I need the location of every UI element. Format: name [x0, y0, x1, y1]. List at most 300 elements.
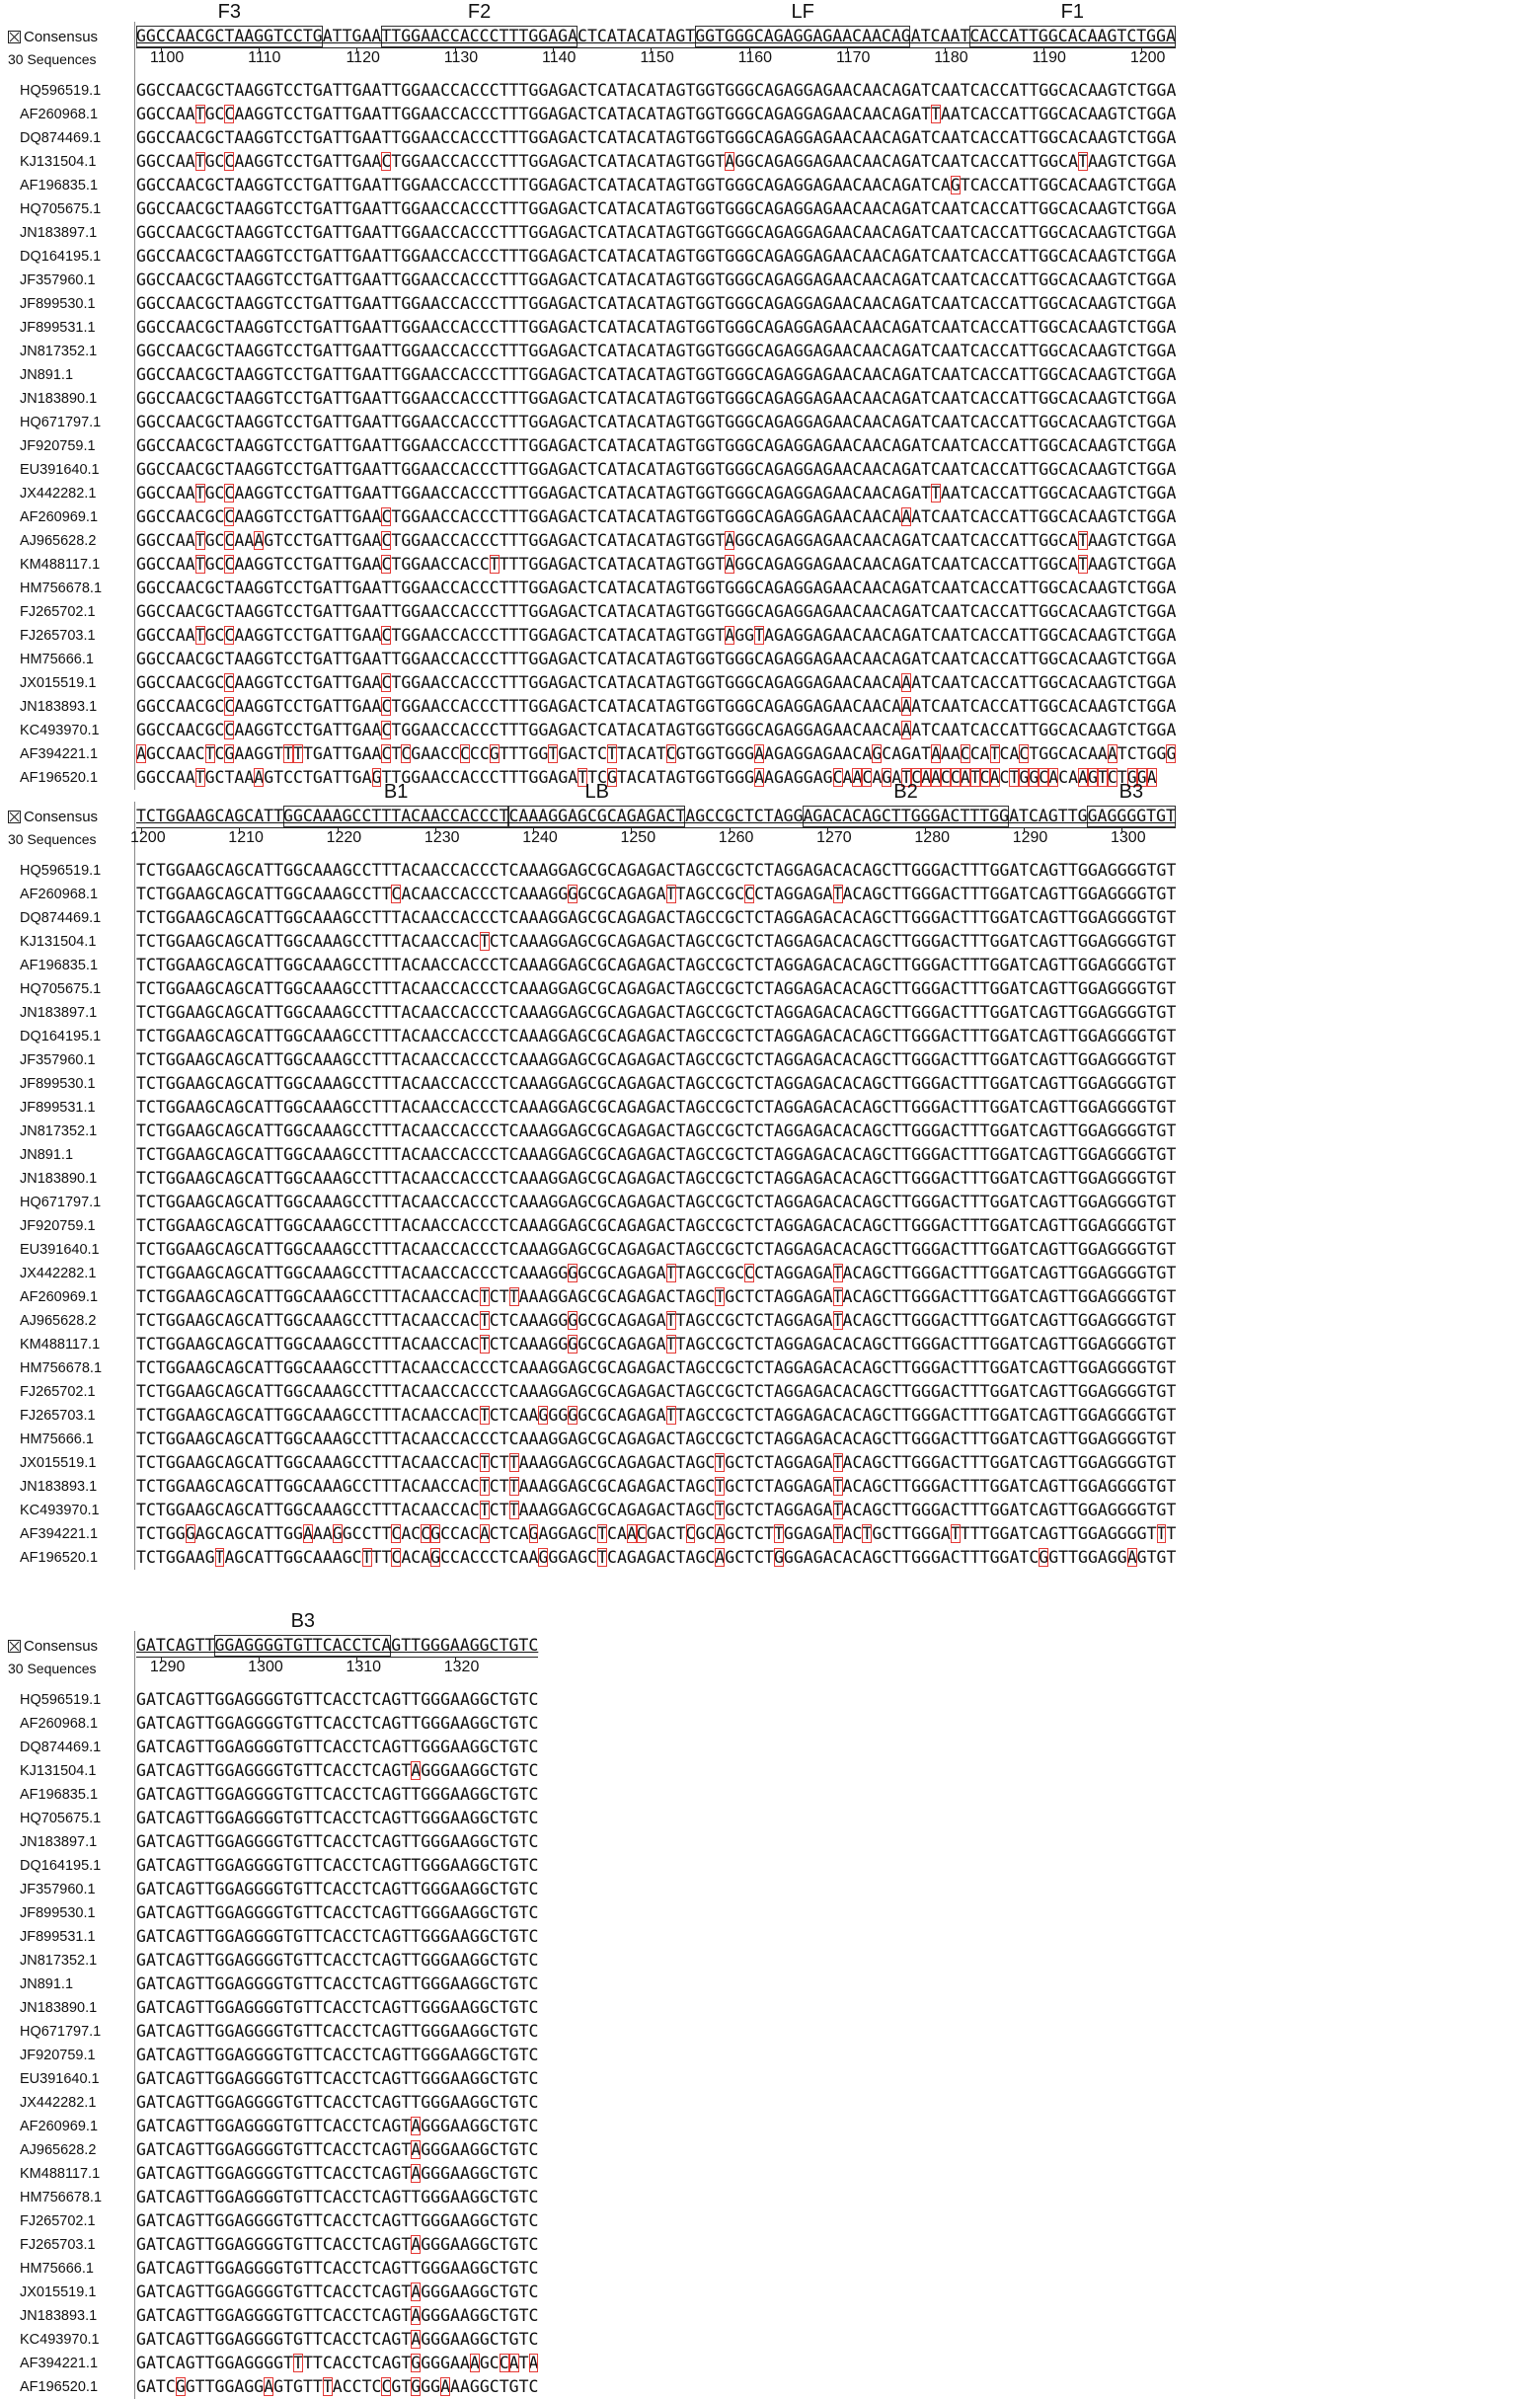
sequence-name[interactable]: AF196520.1: [0, 766, 124, 790]
nucleotide: T: [264, 1122, 273, 1140]
nucleotide: G: [136, 484, 146, 503]
nucleotide: G: [774, 247, 784, 266]
nucleotide: A: [843, 908, 853, 927]
nucleotide: T: [715, 484, 725, 503]
nucleotide: A: [529, 1050, 539, 1069]
nucleotide: G: [1147, 507, 1157, 526]
sequence-name[interactable]: JN183897.1: [0, 221, 124, 245]
nucleotide: A: [519, 956, 529, 974]
sequence-name[interactable]: FJ265702.1: [0, 600, 124, 624]
nucleotide: G: [529, 555, 539, 574]
sequence-name[interactable]: FJ265702.1: [0, 1380, 124, 1404]
nucleotide: G: [1108, 555, 1117, 574]
nucleotide: A: [774, 1074, 784, 1093]
sequence-name[interactable]: EU391640.1: [0, 458, 124, 482]
nucleotide: G: [813, 1050, 823, 1069]
sequence-name[interactable]: JF899531.1: [0, 316, 124, 340]
nucleotide: A: [254, 885, 264, 903]
sequence-name[interactable]: HQ596519.1: [0, 79, 124, 103]
nucleotide: T: [1029, 413, 1039, 431]
nucleotide: A: [666, 484, 676, 503]
nucleotide: T: [381, 1003, 391, 1022]
nucleotide: G: [1039, 271, 1048, 289]
nucleotide: A: [1098, 128, 1108, 147]
nucleotide: T: [391, 1003, 401, 1022]
nucleotide: A: [460, 105, 470, 123]
nucleotide: A: [951, 247, 961, 266]
nucleotide: T: [509, 436, 519, 455]
sequence-name[interactable]: FJ265703.1: [0, 624, 124, 648]
nucleotide: T: [1137, 531, 1147, 550]
nucleotide: C: [440, 1145, 450, 1164]
nucleotide: C: [440, 932, 450, 951]
nucleotide: G: [744, 650, 754, 668]
nucleotide: C: [1058, 507, 1068, 526]
consensus-header[interactable]: [8, 26, 98, 47]
nucleotide: G: [254, 81, 264, 100]
nucleotide: A: [460, 1074, 470, 1093]
sequence-name[interactable]: HQ671797.1: [0, 411, 124, 434]
sequence-name[interactable]: JF899530.1: [0, 1072, 124, 1096]
nucleotide: T: [500, 768, 509, 787]
nucleotide: G: [1048, 1027, 1058, 1045]
sequence-name[interactable]: AF260968.1: [0, 103, 124, 126]
nucleotide: A: [891, 223, 901, 242]
nucleotide: A: [872, 342, 882, 360]
sequence-name[interactable]: JN891.1: [0, 363, 124, 387]
sequence-name[interactable]: KC493970.1: [0, 1499, 124, 1522]
nucleotide: A: [460, 768, 470, 787]
nucleotide: T: [391, 1074, 401, 1093]
sequence-name[interactable]: EU391640.1: [0, 1238, 124, 1262]
sequence-name[interactable]: JN891.1: [0, 1143, 124, 1167]
nucleotide: A: [186, 413, 195, 431]
nucleotide: A: [372, 650, 382, 668]
sequence-name[interactable]: DQ164195.1: [0, 245, 124, 269]
nucleotide: G: [558, 908, 568, 927]
nucleotide: G: [166, 1098, 176, 1117]
nucleotide: A: [941, 507, 951, 526]
nucleotide: T: [224, 81, 234, 100]
sequence-name[interactable]: JX015519.1: [0, 671, 124, 695]
nucleotide: A: [843, 484, 853, 503]
nucleotide: A: [774, 1098, 784, 1117]
nucleotide: A: [764, 223, 774, 242]
nucleotide: T: [273, 768, 283, 787]
sequence-name[interactable]: FJ265703.1: [0, 1404, 124, 1428]
nucleotide: A: [1039, 1193, 1048, 1211]
sequence-name[interactable]: DQ874469.1: [0, 906, 124, 930]
sequence-name[interactable]: HQ705675.1: [0, 977, 124, 1001]
nucleotide: A: [872, 199, 882, 218]
nucleotide: G: [774, 484, 784, 503]
sequence-name[interactable]: AF394221.1: [0, 1522, 124, 1546]
nucleotide: G: [529, 81, 539, 100]
nucleotide: C: [754, 721, 764, 739]
nucleotide: C: [597, 81, 607, 100]
nucleotide: T: [656, 768, 666, 787]
nucleotide: G: [872, 1074, 882, 1093]
nucleotide: A: [421, 579, 430, 597]
nucleotide: A: [460, 81, 470, 100]
nucleotide: T: [1058, 1193, 1068, 1211]
nucleotide: C: [990, 152, 1000, 171]
nucleotide: C: [990, 365, 1000, 384]
sequence-name[interactable]: DQ874469.1: [0, 126, 124, 150]
sequence-name[interactable]: HM756678.1: [0, 577, 124, 600]
nucleotide: A: [333, 861, 343, 880]
mismatch-base: C: [224, 673, 234, 692]
nucleotide: G: [1137, 1050, 1147, 1069]
sequence-name[interactable]: KJ131504.1: [0, 150, 124, 174]
sequence-name[interactable]: AF260968.1: [0, 883, 124, 906]
nucleotide: G: [529, 152, 539, 171]
nucleotide: A: [843, 1003, 853, 1022]
nucleotide: C: [166, 555, 176, 574]
nucleotide: T: [587, 81, 597, 100]
nucleotide: A: [647, 413, 656, 431]
nucleotide: A: [1009, 979, 1019, 998]
nucleotide: A: [980, 721, 990, 739]
nucleotide: C: [1000, 223, 1010, 242]
nucleotide: G: [313, 128, 323, 147]
nucleotide: T: [686, 436, 696, 455]
nucleotide: A: [176, 507, 186, 526]
nucleotide: T: [1137, 579, 1147, 597]
nucleotide: A: [784, 507, 794, 526]
nucleotide: G: [676, 128, 686, 147]
nucleotide: A: [224, 956, 234, 974]
nucleotide: A: [1088, 484, 1098, 503]
nucleotide: C: [951, 885, 961, 903]
nucleotide: C: [440, 413, 450, 431]
nucleotide: C: [195, 721, 205, 739]
mismatch-base: C: [224, 531, 234, 550]
nucleotide: G: [725, 294, 734, 313]
nucleotide: T: [715, 650, 725, 668]
sequence-name[interactable]: DQ164195.1: [0, 1025, 124, 1048]
nucleotide: G: [794, 673, 804, 692]
nucleotide: T: [303, 721, 313, 739]
nucleotide: A: [1166, 199, 1176, 218]
nucleotide: C: [490, 436, 500, 455]
nucleotide: C: [480, 861, 490, 880]
nucleotide: C: [882, 247, 891, 266]
nucleotide: C: [715, 1074, 725, 1093]
nucleotide: T: [264, 1216, 273, 1235]
consensus-header[interactable]: [8, 806, 98, 827]
nucleotide: T: [303, 294, 313, 313]
sequence-name[interactable]: JN183893.1: [0, 1475, 124, 1499]
nucleotide: C: [990, 626, 1000, 645]
nucleotide: G: [136, 271, 146, 289]
nucleotide: C: [754, 956, 764, 974]
nucleotide: A: [941, 1122, 951, 1140]
nucleotide: C: [951, 1050, 961, 1069]
nucleotide: T: [343, 484, 352, 503]
nucleotide: C: [293, 128, 303, 147]
nucleotide: C: [931, 555, 941, 574]
sequence-name[interactable]: HM75666.1: [0, 648, 124, 671]
primer-label-f2: F2: [381, 0, 578, 24]
sequence-name[interactable]: KM488117.1: [0, 1333, 124, 1356]
nucleotide: C: [166, 176, 176, 194]
nucleotide: G: [538, 436, 548, 455]
nucleotide: G: [1039, 365, 1048, 384]
nucleotide: G: [1048, 436, 1058, 455]
nucleotide: G: [813, 1003, 823, 1022]
nucleotide: C: [215, 744, 225, 763]
nucleotide: G: [136, 128, 146, 147]
nucleotide: C: [705, 1003, 715, 1022]
nucleotide: A: [813, 271, 823, 289]
nucleotide: G: [264, 531, 273, 550]
sequence-name[interactable]: JN183897.1: [0, 1001, 124, 1025]
nucleotide: G: [548, 1098, 558, 1117]
sequence-name[interactable]: JF920759.1: [0, 1214, 124, 1238]
nucleotide: C: [303, 1145, 313, 1164]
sequence-name[interactable]: JN183890.1: [0, 387, 124, 411]
nucleotide: C: [195, 507, 205, 526]
nucleotide: C: [754, 1050, 764, 1069]
nucleotide: C: [1078, 697, 1088, 716]
nucleotide: C: [990, 105, 1000, 123]
nucleotide: A: [362, 460, 372, 479]
nucleotide: C: [597, 294, 607, 313]
nucleotide: C: [951, 979, 961, 998]
nucleotide: C: [156, 744, 166, 763]
nucleotide: T: [1166, 1169, 1176, 1188]
nucleotide: C: [440, 342, 450, 360]
nucleotide: G: [254, 152, 264, 171]
nucleotide: T: [372, 908, 382, 927]
nucleotide: G: [1117, 885, 1127, 903]
nucleotide: G: [901, 271, 911, 289]
nucleotide: T: [715, 507, 725, 526]
sequence-name[interactable]: KC493970.1: [0, 719, 124, 742]
nucleotide: T: [686, 744, 696, 763]
nucleotide: G: [901, 105, 911, 123]
nucleotide: C: [931, 460, 941, 479]
sequence-name[interactable]: AF196835.1: [0, 174, 124, 197]
nucleotide: G: [725, 744, 734, 763]
nucleotide: G: [234, 1193, 244, 1211]
nucleotide: A: [774, 1003, 784, 1022]
nucleotide: T: [970, 1074, 980, 1093]
nucleotide: G: [254, 294, 264, 313]
sequence-name[interactable]: HM756678.1: [0, 1356, 124, 1380]
sequence-name[interactable]: AF260969.1: [0, 1285, 124, 1309]
nucleotide: T: [656, 413, 666, 431]
sequence-name[interactable]: JF357960.1: [0, 1048, 124, 1072]
primer-label-f3: F3: [136, 0, 323, 24]
sequence-name[interactable]: AF260969.1: [0, 505, 124, 529]
nucleotide: C: [715, 1145, 725, 1164]
nucleotide: C: [215, 342, 225, 360]
mismatch-base: C: [381, 673, 391, 692]
collapse-toggle-icon[interactable]: [8, 811, 21, 823]
nucleotide: C: [450, 579, 460, 597]
sequence-name[interactable]: HQ671797.1: [0, 1191, 124, 1214]
sequence-name[interactable]: JX442282.1: [0, 1262, 124, 1285]
nucleotide: T: [921, 365, 931, 384]
nucleotide: G: [901, 176, 911, 194]
nucleotide: T: [764, 861, 774, 880]
nucleotide: G: [401, 152, 411, 171]
nucleotide: T: [343, 673, 352, 692]
sequence-name[interactable]: AJ965628.2: [0, 529, 124, 553]
nucleotide: A: [323, 555, 333, 574]
mismatch-base: C: [980, 768, 990, 787]
nucleotide: T: [156, 1098, 166, 1117]
nucleotide: A: [1009, 721, 1019, 739]
nucleotide: C: [470, 932, 480, 951]
nucleotide: T: [715, 413, 725, 431]
sequence-name[interactable]: JN817352.1: [0, 1120, 124, 1143]
nucleotide: A: [421, 507, 430, 526]
sequence-name[interactable]: AF394221.1: [0, 742, 124, 766]
nucleotide: A: [813, 744, 823, 763]
nucleotide: G: [343, 1216, 352, 1235]
sequence-name[interactable]: HQ596519.1: [0, 859, 124, 883]
nucleotide: T: [500, 1216, 509, 1235]
nucleotide: C: [1127, 271, 1137, 289]
sequence-name[interactable]: JN183890.1: [0, 1167, 124, 1191]
nucleotide: A: [784, 579, 794, 597]
nucleotide: C: [587, 908, 597, 927]
nucleotide: T: [224, 294, 234, 313]
nucleotide: A: [656, 1145, 666, 1164]
nucleotide: C: [490, 768, 500, 787]
nucleotide: G: [264, 81, 273, 100]
nucleotide: T: [1137, 460, 1147, 479]
nucleotide: A: [1009, 697, 1019, 716]
nucleotide: G: [166, 1122, 176, 1140]
nucleotide: T: [961, 436, 970, 455]
nucleotide: G: [558, 932, 568, 951]
nucleotide: A: [774, 885, 784, 903]
sequence-name[interactable]: JN817352.1: [0, 340, 124, 363]
sequence-name[interactable]: HM75666.1: [0, 1428, 124, 1451]
sequence-name[interactable]: JF357960.1: [0, 269, 124, 292]
nucleotide: G: [1117, 908, 1127, 927]
nucleotide: G: [1048, 1193, 1058, 1211]
nucleotide: C: [1127, 602, 1137, 621]
nucleotide: C: [166, 697, 176, 716]
nucleotide: C: [931, 507, 941, 526]
nucleotide: A: [548, 484, 558, 503]
sequence-name[interactable]: AF196835.1: [0, 954, 124, 977]
nucleotide: C: [490, 271, 500, 289]
nucleotide: C: [1127, 579, 1137, 597]
mismatch-base: T: [195, 626, 205, 645]
nucleotide: A: [607, 531, 617, 550]
nucleotide: T: [1058, 956, 1068, 974]
nucleotide: G: [264, 199, 273, 218]
sequence-name[interactable]: AJ965628.2: [0, 1309, 124, 1333]
nucleotide: A: [951, 744, 961, 763]
nucleotide: A: [568, 271, 578, 289]
nucleotide: A: [460, 271, 470, 289]
nucleotide: C: [637, 579, 647, 597]
nucleotide: A: [323, 1216, 333, 1235]
nucleotide: G: [784, 908, 794, 927]
nucleotide: A: [568, 908, 578, 927]
nucleotide: C: [440, 861, 450, 880]
nucleotide: A: [637, 908, 647, 927]
nucleotide: G: [264, 721, 273, 739]
nucleotide: T: [303, 744, 313, 763]
nucleotide: C: [715, 1050, 725, 1069]
nucleotide: T: [901, 1074, 911, 1093]
sequence-name[interactable]: JX442282.1: [0, 482, 124, 505]
sequence-name[interactable]: JF920759.1: [0, 434, 124, 458]
nucleotide: T: [715, 318, 725, 337]
sequence-name[interactable]: AF196520.1: [0, 1546, 124, 1570]
nucleotide: G: [695, 721, 705, 739]
sequence-name[interactable]: HQ705675.1: [0, 197, 124, 221]
nucleotide: C: [754, 460, 764, 479]
collapse-toggle-icon[interactable]: [8, 31, 21, 43]
nucleotide: G: [529, 673, 539, 692]
nucleotide: T: [156, 1216, 166, 1235]
nucleotide: T: [656, 555, 666, 574]
nucleotide: T: [381, 579, 391, 597]
nucleotide: A: [1039, 885, 1048, 903]
nucleotide: A: [421, 932, 430, 951]
sequence-name[interactable]: KJ131504.1: [0, 930, 124, 954]
nucleotide: A: [1098, 342, 1108, 360]
nucleotide: G: [538, 365, 548, 384]
nucleotide: G: [578, 1122, 587, 1140]
sequence-name[interactable]: KM488117.1: [0, 553, 124, 577]
nucleotide: C: [1029, 885, 1039, 903]
nucleotide: C: [303, 956, 313, 974]
nucleotide: C: [734, 1145, 744, 1164]
nucleotide: A: [862, 436, 872, 455]
nucleotide: G: [794, 1050, 804, 1069]
nucleotide: G: [695, 460, 705, 479]
sequence-name[interactable]: JF899531.1: [0, 1096, 124, 1120]
nucleotide: G: [921, 1193, 931, 1211]
sequence-name[interactable]: JX015519.1: [0, 1451, 124, 1475]
nucleotide: A: [823, 1027, 833, 1045]
nucleotide: A: [617, 1193, 627, 1211]
sequence-name[interactable]: JF899530.1: [0, 292, 124, 316]
nucleotide: G: [725, 1027, 734, 1045]
sequence-name[interactable]: JN183893.1: [0, 695, 124, 719]
nucleotide: T: [980, 1074, 990, 1093]
nucleotide: G: [1108, 908, 1117, 927]
nucleotide: T: [509, 531, 519, 550]
nucleotide: A: [1039, 956, 1048, 974]
nucleotide: A: [195, 1050, 205, 1069]
nucleotide: C: [1058, 436, 1068, 455]
nucleotide: C: [166, 365, 176, 384]
nucleotide: G: [695, 365, 705, 384]
nucleotide: A: [607, 294, 617, 313]
nucleotide: G: [734, 294, 744, 313]
nucleotide: G: [401, 176, 411, 194]
nucleotide: G: [352, 128, 362, 147]
nucleotide: G: [1108, 460, 1117, 479]
nucleotide: C: [215, 247, 225, 266]
nucleotide: G: [254, 602, 264, 621]
nucleotide: C: [303, 885, 313, 903]
nucleotide: A: [234, 626, 244, 645]
nucleotide: T: [519, 223, 529, 242]
nucleotide: A: [362, 697, 372, 716]
